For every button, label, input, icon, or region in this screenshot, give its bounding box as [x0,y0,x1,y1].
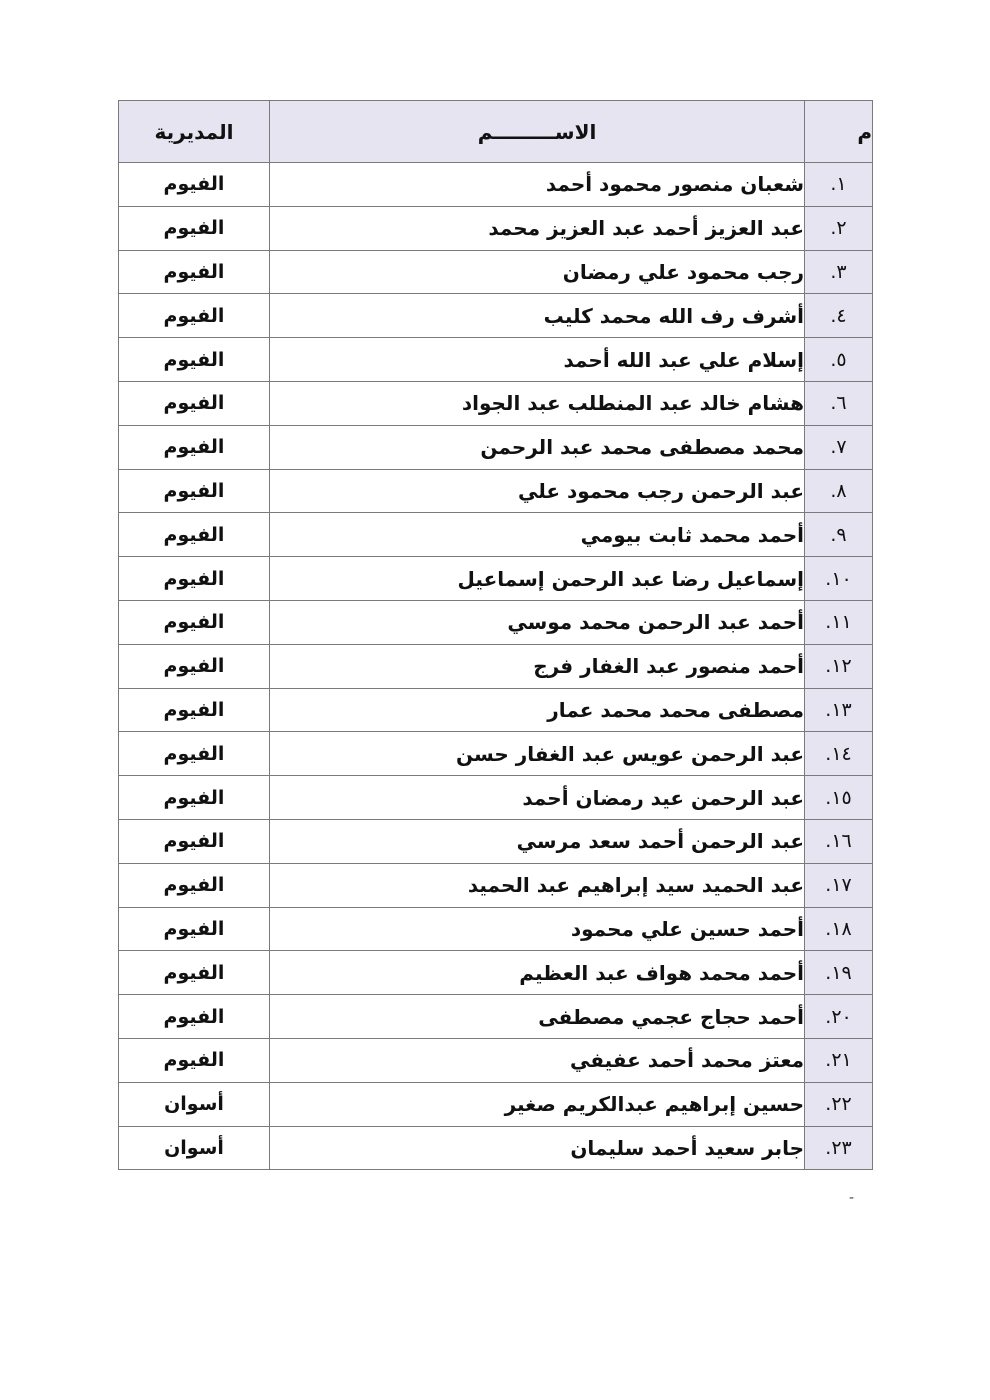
table-row [119,206,873,250]
row-number: ٥. [805,338,873,382]
document-page [118,100,872,1170]
row-directorate: أسوان [119,1082,270,1126]
row-name: أحمد منصور عبد الغفار فرج [270,644,805,688]
row-name: أحمد حجاج عجمي مصطفى [270,995,805,1039]
row-directorate: الفيوم [119,206,270,250]
table-row [119,1082,873,1126]
row-name: أحمد عبد الرحمن محمد موسي [270,600,805,644]
table-row [119,951,873,995]
row-name: أحمد محمد هواف عبد العظيم [270,951,805,995]
row-number: ٦. [805,381,873,425]
table-row [119,381,873,425]
row-number: ١٤. [805,732,873,776]
row-directorate: الفيوم [119,776,270,820]
header-name: الاســـــــــم [270,101,805,163]
row-directorate: الفيوم [119,995,270,1039]
row-name: عبد الرحمن عيد رمضان أحمد [270,776,805,820]
row-name: عبد الرحمن عويس عبد الغفار حسن [270,732,805,776]
row-directorate: الفيوم [119,338,270,382]
row-number: ٤. [805,294,873,338]
row-name: أشرف رف الله محمد كليب [270,294,805,338]
table-row [119,469,873,513]
row-name: عبد الرحمن أحمد سعد مرسي [270,819,805,863]
row-number: ٢. [805,206,873,250]
row-number: ١٣. [805,688,873,732]
row-number: ١٧. [805,863,873,907]
names-table [118,100,873,1170]
row-name: أحمد محمد ثابت بيومي [270,513,805,557]
row-name: إسلام علي عبد الله أحمد [270,338,805,382]
row-directorate: الفيوم [119,425,270,469]
table-body [119,163,873,1170]
table-row [119,163,873,207]
table-row [119,250,873,294]
row-number: ١٦. [805,819,873,863]
row-number: ٨. [805,469,873,513]
row-name: محمد مصطفى محمد عبد الرحمن [270,425,805,469]
table-row [119,995,873,1039]
row-number: ١٩. [805,951,873,995]
row-number: ١٨. [805,907,873,951]
row-number: ١. [805,163,873,207]
row-directorate: الفيوم [119,688,270,732]
table-row [119,1038,873,1082]
row-name: عبد الحميد سيد إبراهيم عبد الحميد [270,863,805,907]
row-name: هشام خالد عبد المنطلب عبد الجواد [270,381,805,425]
row-name: عبد العزيز أحمد عبد العزيز محمد [270,206,805,250]
row-number: ١١. [805,600,873,644]
row-directorate: الفيوم [119,907,270,951]
table-row [119,819,873,863]
row-directorate: الفيوم [119,381,270,425]
row-name: عبد الرحمن رجب محمود علي [270,469,805,513]
row-name: شعبان منصور محمود أحمد [270,163,805,207]
table-row [119,338,873,382]
header-row [119,101,873,163]
row-number: ٢٣. [805,1126,873,1170]
table-row [119,907,873,951]
row-directorate: الفيوم [119,600,270,644]
row-name: معتز محمد أحمد عفيفي [270,1038,805,1082]
row-directorate: الفيوم [119,732,270,776]
row-name: رجب محمود علي رمضان [270,250,805,294]
table-header [119,101,873,163]
row-directorate: الفيوم [119,863,270,907]
table-row [119,557,873,601]
stray-mark: - [849,1190,855,1206]
table-row [119,644,873,688]
row-directorate: الفيوم [119,819,270,863]
row-number: ٧. [805,425,873,469]
row-name: جابر سعيد أحمد سليمان [270,1126,805,1170]
table-row [119,863,873,907]
row-directorate: الفيوم [119,294,270,338]
table-row [119,732,873,776]
row-name: حسين إبراهيم عبدالكريم صغير [270,1082,805,1126]
row-number: ١٠. [805,557,873,601]
row-number: ٢٢. [805,1082,873,1126]
row-name: إسماعيل رضا عبد الرحمن إسماعيل [270,557,805,601]
table-row [119,600,873,644]
header-directorate: المديرية [119,101,270,163]
row-name: مصطفى محمد محمد عمار [270,688,805,732]
row-number: ٩. [805,513,873,557]
table-row [119,294,873,338]
table-row [119,776,873,820]
row-number: ١٥. [805,776,873,820]
row-directorate: الفيوم [119,250,270,294]
row-directorate: الفيوم [119,163,270,207]
table-row [119,513,873,557]
row-name: أحمد حسين علي محمود [270,907,805,951]
row-directorate: الفيوم [119,951,270,995]
header-number: م [805,101,873,163]
table-row [119,1126,873,1170]
row-directorate: الفيوم [119,644,270,688]
row-directorate: الفيوم [119,469,270,513]
table-row [119,425,873,469]
row-directorate: الفيوم [119,557,270,601]
row-directorate: الفيوم [119,1038,270,1082]
row-directorate: أسوان [119,1126,270,1170]
row-directorate: الفيوم [119,513,270,557]
table-row [119,688,873,732]
row-number: ٣. [805,250,873,294]
row-number: ٢٠. [805,995,873,1039]
row-number: ٢١. [805,1038,873,1082]
row-number: ١٢. [805,644,873,688]
